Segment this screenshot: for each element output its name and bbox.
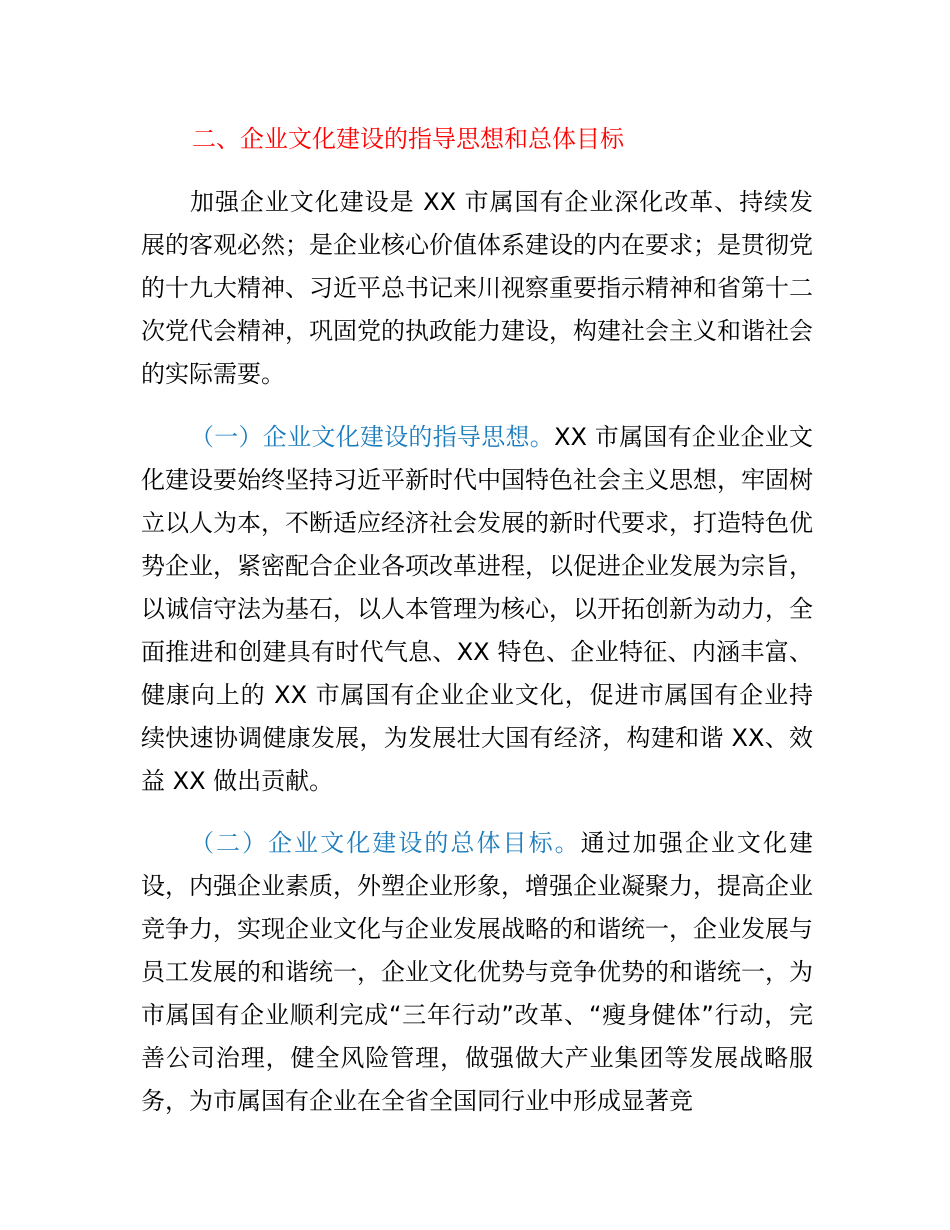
overall-goal-title: （二）企业文化建设的总体目标。 <box>190 829 581 857</box>
guiding-ideology-title: （一）企业文化建设的指导思想。 <box>190 423 555 451</box>
section-heading: 二、企业文化建设的指导思想和总体目标 <box>192 125 624 153</box>
overall-goal-body: 通过加强企业文化建设，内强企业素质，外塑企业形象，增强企业凝聚力，提高企业竞争力，实现企业文化与企业发展战略的和谐统一，企业发展与员工发展的和谐统一，企业文化优势与竞争优势的和谐统一，为市属国有企业顺利完成“三年行动”改革、“瘦身健体”行动，完善公司治理，健全风险管理，做强做大产业集团等发展战略服务，为市属国有企业在全省全国同行业中形成显著竞 <box>141 829 814 1115</box>
overall-goal-paragraph <box>141 822 813 1123</box>
intro-paragraph: 加强企业文化建设是 XX 市属国有企业深化改革、持续发展的客观必然；是企业核心价值体系建设的内在要求；是贯彻党的十九大精神、习近平总书记来川视察重要指示精神和省第十二次党代会精神，巩固党的执政能力建设，构建社会主义和谐社会的实际需要。 <box>141 188 813 388</box>
guiding-ideology-body: XX 市属国有企业企业文化建设要始终坚持习近平新时代中国特色社会主义思想，牢固树立以人为本，不断适应经济社会发展的新时代要求，打造特色优势企业，紧密配合企业各项改革进程，以促进企业发展为宗旨，以诚信守法为基石，以人本管理为核心，以开拓创新为动力，全面推进和创建具有时代气息、XX 特色、企业特征、内涵丰富、健康向上的 XX 市属国有企业企业文化，促进市属国有企业持续快速协调健康发展，为发展壮大国有经济，构建和谐 XX、效益 XX 做出贡献。 <box>141 423 814 795</box>
guiding-ideology-paragraph <box>141 416 813 803</box>
